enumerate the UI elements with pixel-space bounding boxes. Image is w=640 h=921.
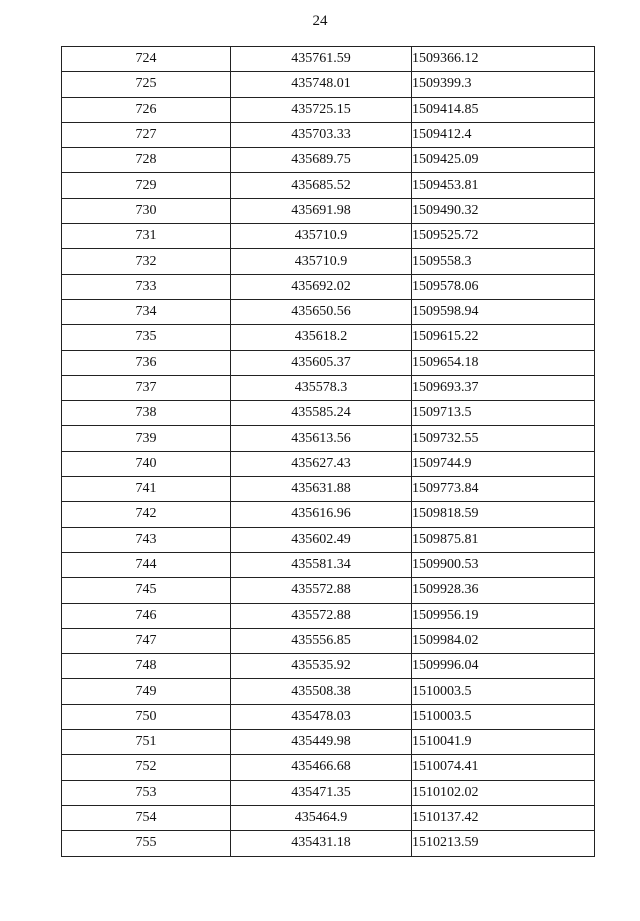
y-coordinate-cell: 1509490.32: [412, 198, 595, 223]
point-number-cell: 750: [62, 704, 231, 729]
table-row: [62, 72, 595, 97]
table-row: [62, 730, 595, 755]
table-row: [62, 502, 595, 527]
x-coordinate-cell: 435578.3: [231, 375, 412, 400]
x-coordinate-cell: 435618.2: [231, 325, 412, 350]
x-coordinate-cell: 435585.24: [231, 401, 412, 426]
table-row: [62, 755, 595, 780]
point-number-cell: 754: [62, 805, 231, 830]
table-row: [62, 97, 595, 122]
x-coordinate-cell: 435613.56: [231, 426, 412, 451]
y-coordinate-cell: 1509525.72: [412, 224, 595, 249]
page-number: 24: [312, 13, 328, 29]
point-number-cell: 741: [62, 477, 231, 502]
table-row: [62, 628, 595, 653]
y-coordinate-cell: 1510213.59: [412, 831, 595, 856]
point-number-cell: 730: [62, 198, 231, 223]
point-number-cell: 737: [62, 375, 231, 400]
table-row: [62, 426, 595, 451]
x-coordinate-cell: 435689.75: [231, 148, 412, 173]
y-coordinate-cell: 1509615.22: [412, 325, 595, 350]
point-number-cell: 732: [62, 249, 231, 274]
y-coordinate-cell: 1509654.18: [412, 350, 595, 375]
point-number-cell: 735: [62, 325, 231, 350]
y-coordinate-cell: 1509732.55: [412, 426, 595, 451]
table-row: [62, 122, 595, 147]
point-number-cell: 739: [62, 426, 231, 451]
y-coordinate-cell: 1509425.09: [412, 148, 595, 173]
y-coordinate-cell: 1509693.37: [412, 375, 595, 400]
y-coordinate-cell: 1510003.5: [412, 704, 595, 729]
y-coordinate-cell: 1509744.9: [412, 451, 595, 476]
y-coordinate-cell: 1509928.36: [412, 578, 595, 603]
x-coordinate-cell: 435449.98: [231, 730, 412, 755]
y-coordinate-cell: 1509453.81: [412, 173, 595, 198]
x-coordinate-cell: 435556.85: [231, 628, 412, 653]
x-coordinate-cell: 435627.43: [231, 451, 412, 476]
x-coordinate-cell: 435605.37: [231, 350, 412, 375]
table-row: [62, 299, 595, 324]
point-number-cell: 755: [62, 831, 231, 856]
x-coordinate-cell: 435466.68: [231, 755, 412, 780]
point-number-cell: 751: [62, 730, 231, 755]
point-number-cell: 742: [62, 502, 231, 527]
x-coordinate-cell: 435431.18: [231, 831, 412, 856]
table-row: [62, 603, 595, 628]
point-number-cell: 734: [62, 299, 231, 324]
table-row: [62, 401, 595, 426]
x-coordinate-cell: 435581.34: [231, 552, 412, 577]
table-row: [62, 654, 595, 679]
y-coordinate-cell: 1510102.02: [412, 780, 595, 805]
table-row: [62, 578, 595, 603]
x-coordinate-cell: 435725.15: [231, 97, 412, 122]
point-number-cell: 740: [62, 451, 231, 476]
x-coordinate-cell: 435572.88: [231, 603, 412, 628]
point-number-cell: 749: [62, 679, 231, 704]
y-coordinate-cell: 1510003.5: [412, 679, 595, 704]
point-number-cell: 729: [62, 173, 231, 198]
table-row: [62, 552, 595, 577]
x-coordinate-cell: 435572.88: [231, 578, 412, 603]
y-coordinate-cell: 1509399.3: [412, 72, 595, 97]
table-row: [62, 325, 595, 350]
table-row: [62, 831, 595, 856]
x-coordinate-cell: 435691.98: [231, 198, 412, 223]
y-coordinate-cell: 1509713.5: [412, 401, 595, 426]
table-row: [62, 274, 595, 299]
y-coordinate-cell: 1510137.42: [412, 805, 595, 830]
table-row: [62, 47, 595, 72]
x-coordinate-cell: 435710.9: [231, 249, 412, 274]
point-number-cell: 747: [62, 628, 231, 653]
x-coordinate-cell: 435692.02: [231, 274, 412, 299]
point-number-cell: 748: [62, 654, 231, 679]
y-coordinate-cell: 1509366.12: [412, 47, 595, 72]
table-row: [62, 477, 595, 502]
table-row: [62, 198, 595, 223]
x-coordinate-cell: 435761.59: [231, 47, 412, 72]
table-row: [62, 527, 595, 552]
point-number-cell: 731: [62, 224, 231, 249]
table-row: [62, 780, 595, 805]
point-number-cell: 733: [62, 274, 231, 299]
y-coordinate-cell: 1510041.9: [412, 730, 595, 755]
point-number-cell: 753: [62, 780, 231, 805]
x-coordinate-cell: 435535.92: [231, 654, 412, 679]
point-number-cell: 724: [62, 47, 231, 72]
x-coordinate-cell: 435616.96: [231, 502, 412, 527]
table-row: [62, 173, 595, 198]
y-coordinate-cell: 1510074.41: [412, 755, 595, 780]
table-row: [62, 704, 595, 729]
x-coordinate-cell: 435703.33: [231, 122, 412, 147]
table-row: [62, 148, 595, 173]
x-coordinate-cell: 435685.52: [231, 173, 412, 198]
x-coordinate-cell: 435508.38: [231, 679, 412, 704]
point-number-cell: 727: [62, 122, 231, 147]
point-number-cell: 752: [62, 755, 231, 780]
point-number-cell: 726: [62, 97, 231, 122]
table-row: [62, 679, 595, 704]
point-number-cell: 738: [62, 401, 231, 426]
point-number-cell: 745: [62, 578, 231, 603]
x-coordinate-cell: 435602.49: [231, 527, 412, 552]
table-row: [62, 451, 595, 476]
y-coordinate-cell: 1509578.06: [412, 274, 595, 299]
y-coordinate-cell: 1509558.3: [412, 249, 595, 274]
y-coordinate-cell: 1509956.19: [412, 603, 595, 628]
x-coordinate-cell: 435710.9: [231, 224, 412, 249]
y-coordinate-cell: 1509773.84: [412, 477, 595, 502]
x-coordinate-cell: 435631.88: [231, 477, 412, 502]
y-coordinate-cell: 1509984.02: [412, 628, 595, 653]
point-number-cell: 744: [62, 552, 231, 577]
x-coordinate-cell: 435748.01: [231, 72, 412, 97]
point-number-cell: 725: [62, 72, 231, 97]
point-number-cell: 736: [62, 350, 231, 375]
coordinates-table: [61, 46, 595, 857]
coordinates-table-body: [62, 47, 595, 857]
table-row: [62, 375, 595, 400]
x-coordinate-cell: 435471.35: [231, 780, 412, 805]
point-number-cell: 746: [62, 603, 231, 628]
y-coordinate-cell: 1509818.59: [412, 502, 595, 527]
x-coordinate-cell: 435464.9: [231, 805, 412, 830]
x-coordinate-cell: 435650.56: [231, 299, 412, 324]
point-number-cell: 743: [62, 527, 231, 552]
y-coordinate-cell: 1509598.94: [412, 299, 595, 324]
x-coordinate-cell: 435478.03: [231, 704, 412, 729]
y-coordinate-cell: 1509996.04: [412, 654, 595, 679]
table-row: [62, 224, 595, 249]
y-coordinate-cell: 1509875.81: [412, 527, 595, 552]
y-coordinate-cell: 1509900.53: [412, 552, 595, 577]
point-number-cell: 728: [62, 148, 231, 173]
y-coordinate-cell: 1509414.85: [412, 97, 595, 122]
table-row: [62, 350, 595, 375]
y-coordinate-cell: 1509412.4: [412, 122, 595, 147]
table-row: [62, 805, 595, 830]
table-row: [62, 249, 595, 274]
